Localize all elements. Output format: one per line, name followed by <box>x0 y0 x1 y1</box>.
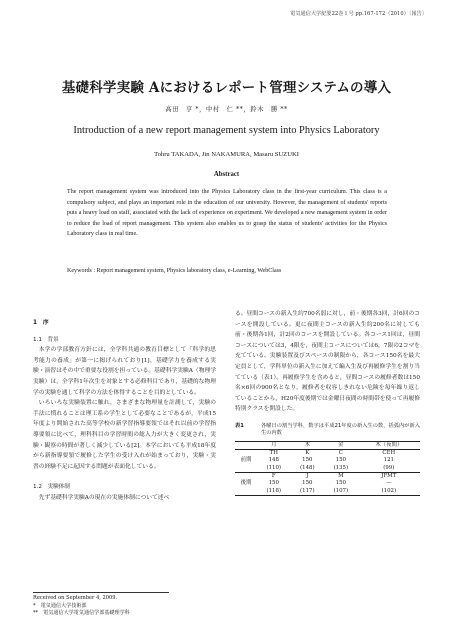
table-cell: 150 <box>335 480 346 487</box>
table-cell: 後期 <box>240 480 252 487</box>
table-cell: — <box>386 480 392 487</box>
table-cell: 150 <box>302 480 313 487</box>
table-header-cell: 月 <box>257 441 291 449</box>
table-cell: K <box>305 450 310 457</box>
table-cell: 121 <box>383 457 394 464</box>
left-column <box>33 318 216 504</box>
enrollment-table <box>235 441 420 496</box>
table-header-cell <box>235 441 257 449</box>
subsection-1-2-heading: 1.2 実験体制 <box>33 484 70 491</box>
received-date: Received on September 4, 2009. <box>33 595 118 601</box>
table-header-row <box>235 441 420 449</box>
table-row <box>235 472 420 480</box>
table-cell: (110) <box>266 464 282 471</box>
journal-header: 電気通信大学紀要22巻１号 pp.167-172（2010）〔報告〕 <box>290 11 427 17</box>
table-row <box>235 457 420 464</box>
table-row <box>235 480 420 487</box>
table-cell: M <box>324 472 358 480</box>
table-cell <box>235 465 257 473</box>
table-cell: 150 <box>335 457 346 464</box>
footnote-affiliation-1: * 電気通信大学技術部 <box>33 602 87 609</box>
table-cell: (148) <box>300 464 315 471</box>
table-cell: J <box>291 472 325 480</box>
subsection-1-1-heading: 1.1 背景 <box>33 336 59 343</box>
right-column <box>235 309 420 496</box>
table-cell: F <box>257 472 291 480</box>
table-caption <box>235 423 420 438</box>
table-row <box>235 450 420 458</box>
authors-japanese: 高田 亨 *，中村 仁 **，鈴木 勝 ** <box>165 105 288 113</box>
table-row <box>235 488 420 496</box>
body-paragraph: 本学の学部教育方針には，全学科共通の教育目標として「科学的思考能力の養成」が第一に掲げられており[1]，基礎学力を養成する実験・演習はその中で重要な役割を担っている。基礎科学実験A（物理学実験）は，全学科1年次生を対象とする必修科目であり，基礎的な物理学の実験を通して科学の方法を体得することを目的としている。 <box>33 347 216 396</box>
table-cell: C <box>338 450 343 457</box>
table-cell: 150 <box>302 457 313 464</box>
table-cell: TH <box>269 450 278 457</box>
table-row <box>235 465 420 473</box>
table-cell: (102) <box>358 488 420 496</box>
table-cell: (107) <box>324 488 358 496</box>
body-paragraph: 先ず基礎科学実験Aの現在の実施体制について述べ <box>38 494 170 501</box>
table-cell: JFMT <box>358 472 420 480</box>
footnotes <box>33 595 293 618</box>
table-cell: (99) <box>383 464 395 471</box>
authors-english: Tohru TAKADA, Jin NAKAMURA, Masaru SUZUKI <box>154 151 299 158</box>
table-header-cell: 木 <box>291 441 325 449</box>
abstract-body: The report management system was introduced into the Physics Laboratory class in the first-year curriculum. This class is a compulsory subject, and plays an important role in the education of our university. However, the management of students' reports puts a heavy load on staff, associated with the lack of experience on experiment. We developed a new management system in order to reduce the load of report management. This system also enables us to grasp the status of students' activities for the Physics Laboratory class in real time. <box>67 189 387 238</box>
footnote-affiliation-2: ** 電気通信大学電気通信学部基礎理学科 <box>33 610 130 617</box>
keywords: Keywords : Report management system, Physics laboratory class, e-Learning, WebClass <box>67 268 282 274</box>
table-cell: (135) <box>333 464 349 471</box>
table-cell: 150 <box>268 480 279 487</box>
table-cell: 148 <box>268 457 279 464</box>
paper-title-japanese: 基礎科学実験 Aにおけるレポート管理システムの導入 <box>61 80 392 96</box>
table-cell <box>235 488 257 496</box>
footnote-divider <box>33 592 169 593</box>
table-cell: 前期 <box>240 457 252 464</box>
paper-title-english: Introduction of a new report management system into Physics Laboratory <box>73 125 380 136</box>
section-1-heading: 1 序 <box>33 320 49 326</box>
table-header-cell: 金 <box>324 441 358 449</box>
table-header-cell: 木（夜間） <box>358 441 420 449</box>
body-paragraph: いろいろな実験装置に触れ，さまざまな物理量を計測して，実験の手法に慣れることは理工系の学生として必要なことであるが，平成15年度より開始された高等学校の新学習指導要領ではそれ以前の学習指導要領に比べて，理科科目の学習時間の総入力が大きく変更され，実験・観察の時間が著しく減少している[2]。本学においても平成18年度から新指導要領で履修した学生の受け入れが始まっており，実験・実習の経験不足に起因する問題が表面化している。 <box>33 400 216 470</box>
abstract-heading: Abstract <box>213 171 240 178</box>
table-cell: CEH <box>382 450 396 457</box>
table-cell: (118) <box>257 488 291 496</box>
body-paragraph: る。昼間コースの新入生約700名弱に対し，前・後期各3回，計6回のコースを開設している。更に夜間主コースの新入生約200名に対しても前・後期各1回，計2回のコースを開設している。各コース1回は，昼間コースについては3，4限を，夜間主コースについては6，7限の2コマを充てている。実験装置及びスペースの制限から，各コース150名を最大定員として，学科単位の新入生に加えて編入生及び再履修学生を割り当てている（表1）。再履修学生を含めると，昼間コースの履修者数は150名×6回の900名となり，履修者を収容しきれない危険を毎年繰り返していることから，H20年度後期では金曜日夜間の時間帯を使って再履修特別クラスを開設した。 <box>235 311 420 413</box>
table-cell: (117) <box>291 488 325 496</box>
table-label: 表1 <box>235 422 244 429</box>
table-caption-text: 各曜日の割当学科，数字は平成21年度の新入生の数，括弧内が新入生の内数 <box>261 422 420 437</box>
